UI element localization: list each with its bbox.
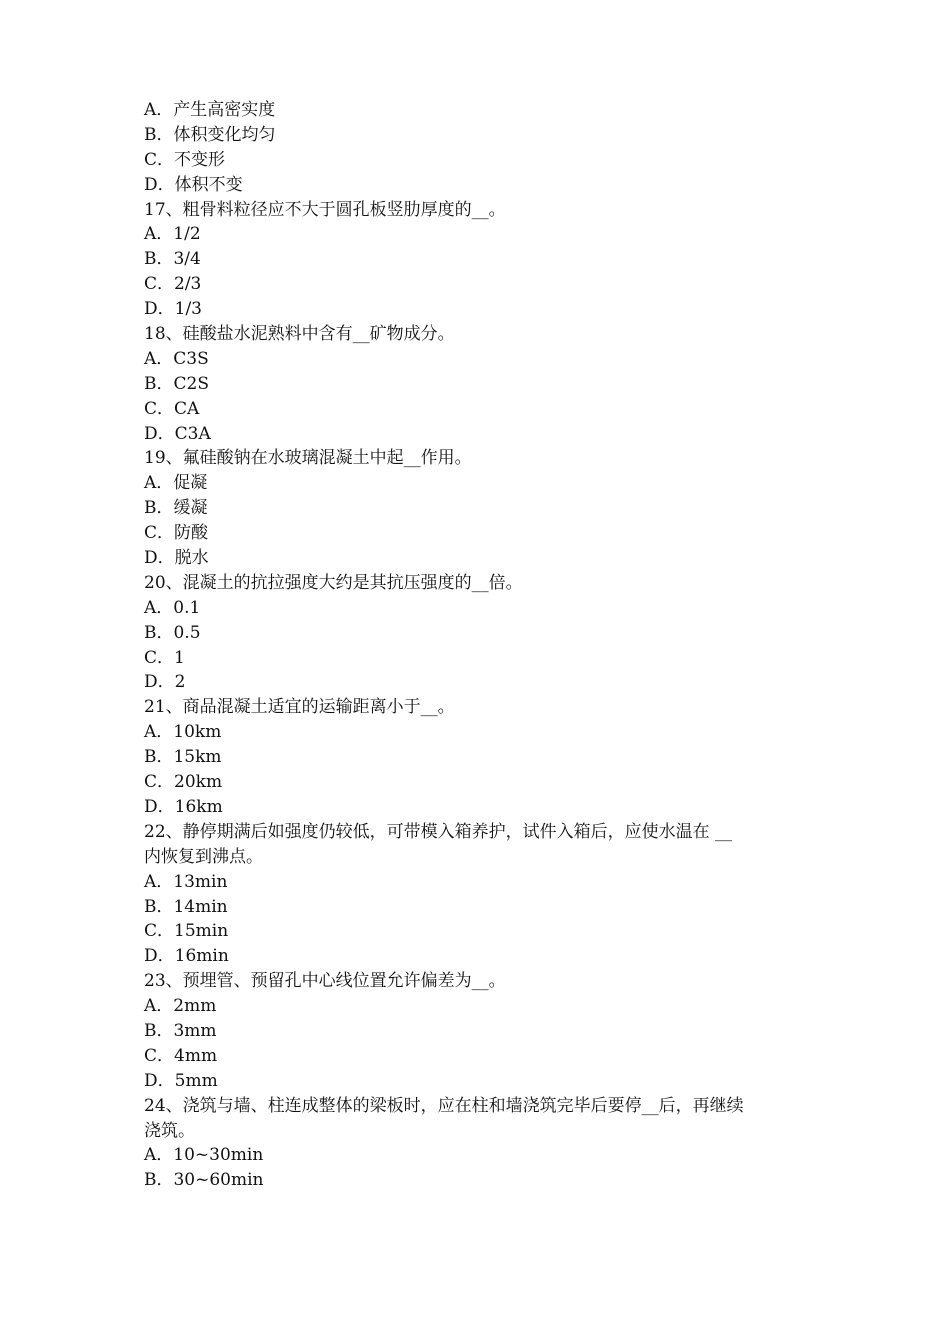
option-line: B．C2S (144, 373, 209, 394)
option-line: B．30~60min (144, 1170, 264, 1191)
question-line: 19、氟硅酸钠在水玻璃混凝土中起__作用。 (144, 448, 472, 469)
document-page (144, 98, 814, 1193)
option-line: C．20km (144, 772, 223, 793)
option-line: A．10~30min (144, 1145, 264, 1166)
option-line: C．1 (144, 647, 185, 668)
option-line: B．缓凝 (144, 498, 208, 519)
option-line: C．4mm (144, 1045, 218, 1066)
question-line: 21、商品混凝土适宜的运输距离小于__。 (144, 697, 455, 718)
option-line: C．2/3 (144, 274, 202, 295)
option-line: D．16min (144, 946, 229, 967)
option-line: B．14min (144, 896, 228, 917)
option-line: C．不变形 (144, 149, 226, 170)
option-line: C．防酸 (144, 523, 209, 544)
option-line: D．16km (144, 796, 223, 817)
option-line: C．15min (144, 921, 229, 942)
option-line: A．促凝 (144, 473, 208, 494)
option-line: A．0.1 (144, 597, 201, 618)
question-line: 17、粗骨料粒径应不大于圆孔板竖肋厚度的__。 (144, 199, 506, 220)
option-line: B．3/4 (144, 249, 201, 270)
option-line: D．2 (144, 672, 186, 693)
option-line: D．1/3 (144, 299, 202, 320)
question-line: 23、预埋管、预留孔中心线位置允许偏差为__。 (144, 971, 506, 992)
question-continuation-line: 浇筑。 (144, 1120, 195, 1141)
option-line: D．5mm (144, 1070, 218, 1091)
option-line: A．C3S (144, 348, 209, 369)
question-continuation-line: 内恢复到沸点。 (144, 846, 263, 867)
option-line: A．2mm (144, 996, 217, 1017)
option-line: A．产生高密实度 (144, 100, 276, 120)
option-line: B．3mm (144, 1020, 217, 1041)
question-line: 18、硅酸盐水泥熟料中含有__矿物成分。 (144, 324, 455, 345)
option-line: B．15km (144, 747, 222, 768)
question-line: 20、混凝土的抗拉强度大约是其抗压强度的__倍。 (144, 572, 523, 593)
option-line: D．脱水 (144, 548, 209, 569)
option-line: D．C3A (144, 423, 211, 444)
option-line: A．1/2 (144, 224, 201, 245)
option-line: B．0.5 (144, 622, 201, 643)
option-line: A．10km (144, 722, 222, 743)
question-line: 22、静停期满后如强度仍较低，可带模入箱养护，试件入箱后，应使水温在 __ (144, 821, 733, 842)
option-line: A．13min (144, 871, 228, 892)
option-line: B．体积变化均匀 (144, 124, 276, 145)
option-line: C．CA (144, 398, 200, 419)
option-line: D．体积不变 (144, 174, 243, 195)
question-line: 24、浇筑与墙、柱连成整体的梁板时，应在柱和墙浇筑完毕后要停__后，再继续 (144, 1095, 744, 1116)
